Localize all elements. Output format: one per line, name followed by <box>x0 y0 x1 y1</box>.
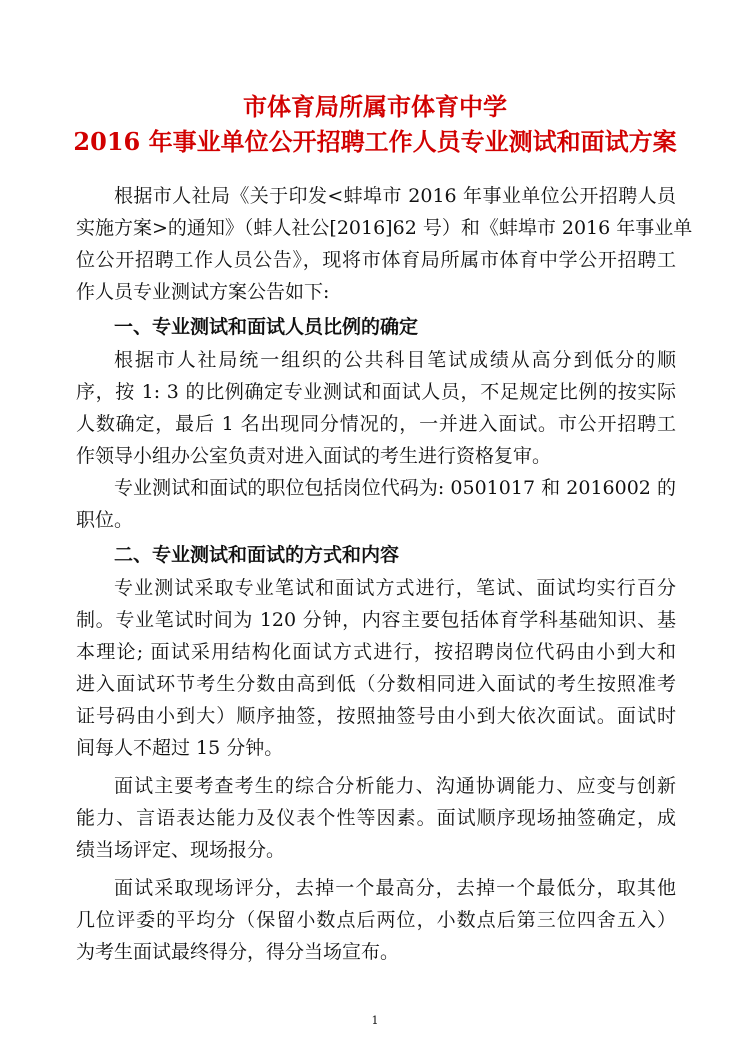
paragraph-line: 面试主要考查考生的综合分析能力、沟通协调能力、应变与创新 <box>114 775 676 797</box>
paragraph-line: 作领导小组办公室负责对进入面试的考生进行资格复审。 <box>76 445 552 467</box>
paragraph-line: 人数确定，最后 1 名出现同分情况的，一并进入面试。市公开招聘工 <box>76 413 676 435</box>
section-1-heading: 一、专业测试和面试人员比例的确定 <box>114 316 419 338</box>
section-2-paragraph-1 <box>76 572 676 764</box>
paragraph-line: 根据市人社局统一组织的公共科目笔试成绩从高分到低分的顺 <box>114 349 676 371</box>
title-line-2: 2016 年事业单位公开招聘工作人员专业测试和面试方案 <box>73 127 677 156</box>
section-2-paragraph-3 <box>76 872 676 968</box>
paragraph-line: 间每人不超过 15 分钟。 <box>76 737 284 759</box>
intro-line: 根据市人社局《关于印发<蚌埠市 2016 年事业单位公开招聘人员 <box>114 185 676 207</box>
section-2-paragraph-2 <box>76 770 676 866</box>
document-body <box>76 180 693 968</box>
intro-line: 位公开招聘工作人员公告》，现将市体育局所属市体育中学公开招聘工 <box>76 249 676 271</box>
paragraph-line: 面试采取现场评分，去掉一个最高分，去掉一个最低分，取其他 <box>114 877 676 899</box>
paragraph-line: 专业测试采取专业笔试和面试方式进行，笔试、面试均实行百分 <box>114 577 676 599</box>
paragraph-line: 制。专业笔试时间为 120 分钟，内容主要包括体育学科基础知识、基 <box>76 609 676 631</box>
paragraph-line: 职位。 <box>76 509 134 531</box>
paragraph-line: 能力、言语表达能力及仪表个性等因素。面试顺序现场抽签确定，成 <box>76 807 676 829</box>
paragraph-line: 为考生面试最终得分，得分当场宣布。 <box>76 941 400 963</box>
paragraph-line: 序，按 1: 3 的比例确定专业测试和面试人员，不足规定比例的按实际 <box>76 381 676 403</box>
page-number: 1 <box>371 1014 379 1027</box>
section-1-paragraph-2 <box>76 472 676 536</box>
intro-paragraph <box>76 180 693 308</box>
paragraph-line: 进入面试环节考生分数由高到低（分数相同进入面试的考生按照准考 <box>76 673 676 695</box>
title-line-1: 市体育局所属市体育中学 <box>243 92 507 121</box>
section-1-paragraph-1 <box>76 344 676 472</box>
paragraph-line: 专业测试和面试的职位包括岗位代码为: 0501017 和 2016002 的 <box>114 477 676 499</box>
section-2-heading: 二、专业测试和面试的方式和内容 <box>114 544 400 566</box>
paragraph-line: 几位评委的平均分（保留小数点后两位，小数点后第三位四舍五入） <box>76 909 676 931</box>
paragraph-line: 绩当场评定、现场报分。 <box>76 839 286 861</box>
paragraph-line: 证号码由小到大）顺序抽签，按照抽签号由小到大依次面试。面试时 <box>76 705 676 727</box>
intro-line: 实施方案>的通知》（蚌人社公[2016]62 号）和《蚌埠市 2016 年事业单 <box>76 217 693 239</box>
paragraph-line: 本理论; 面试采用结构化面试方式进行，按招聘岗位代码由小到大和 <box>76 641 676 663</box>
intro-line: 作人员专业测试方案公告如下: <box>76 281 330 303</box>
